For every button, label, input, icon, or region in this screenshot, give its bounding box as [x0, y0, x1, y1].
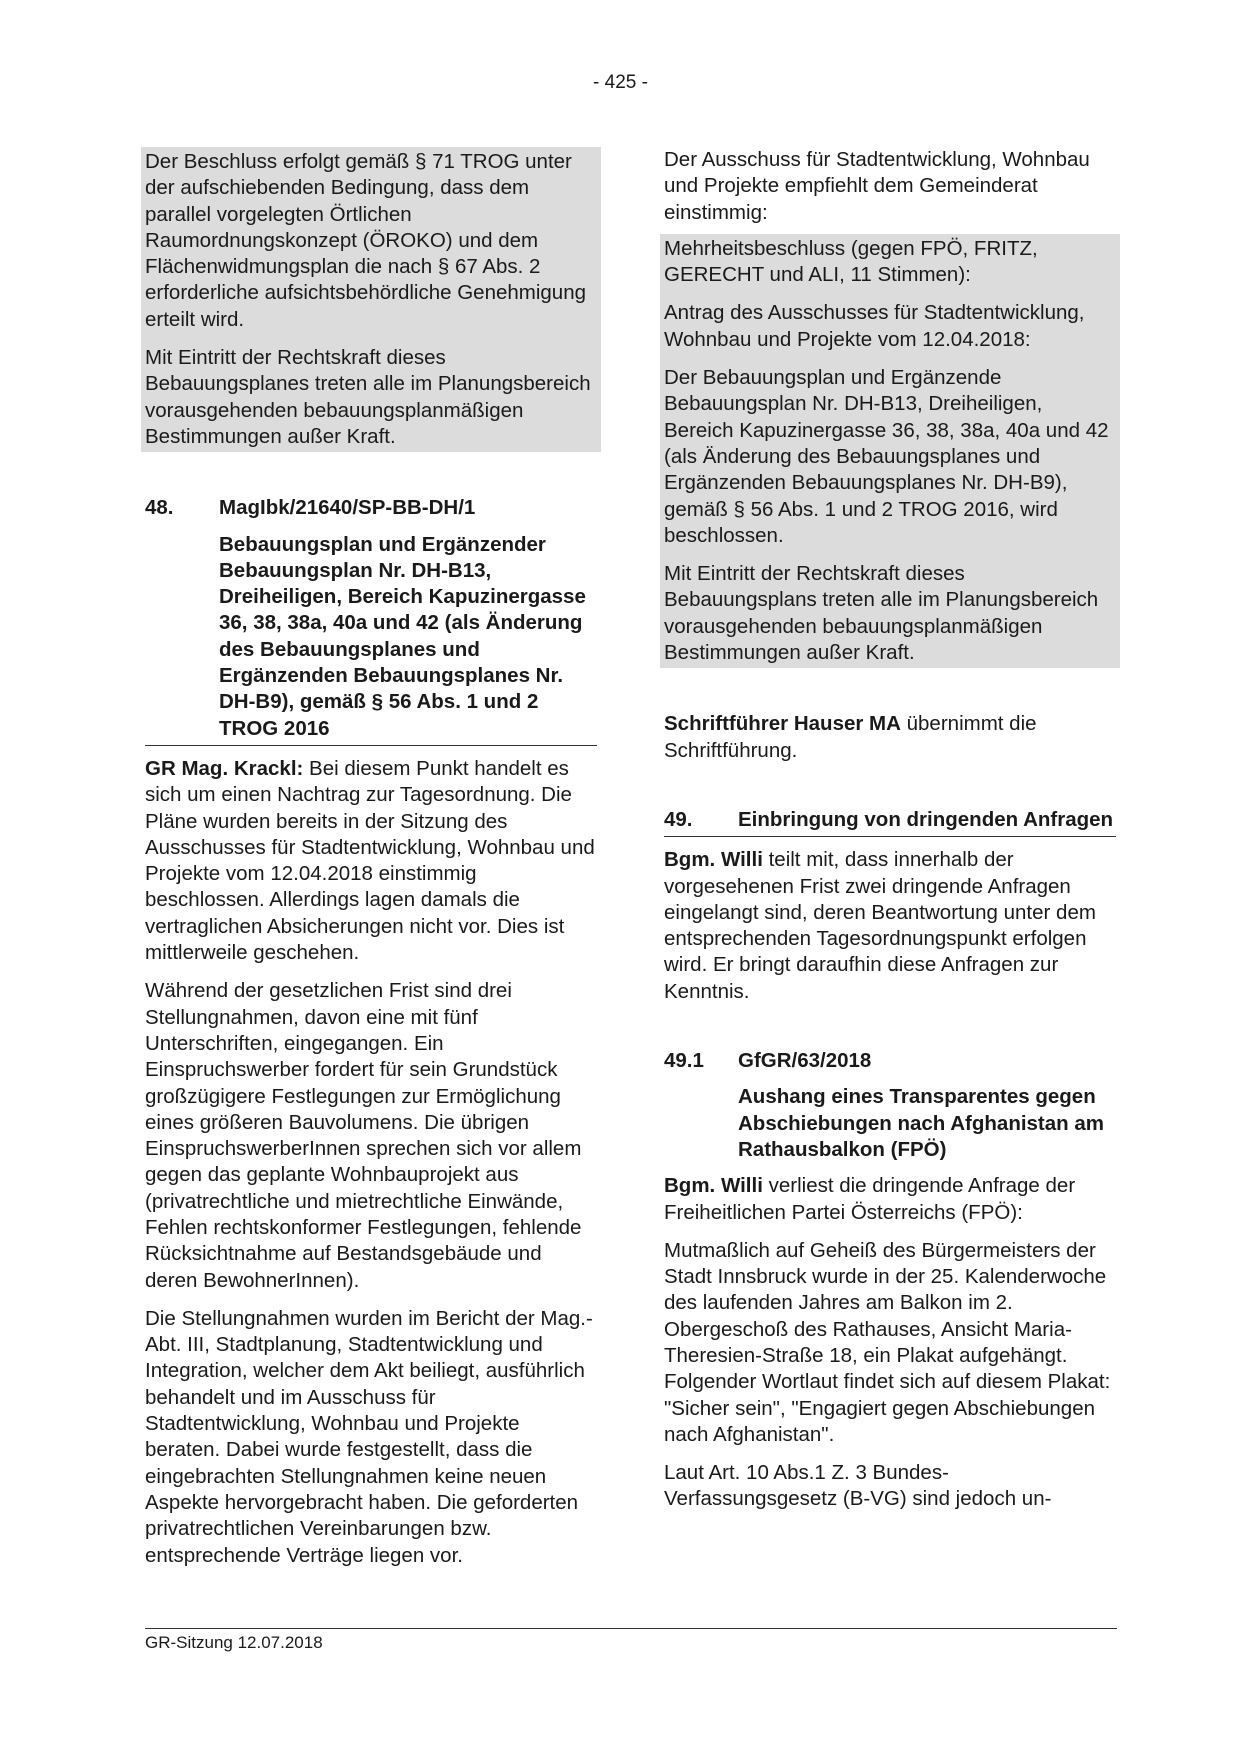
agenda-item-49-1 [664, 1048, 1116, 1163]
speaker-name: GR Mag. Krackl: [145, 756, 304, 780]
right-column [664, 147, 1116, 1525]
resolution-text: Mehrheitsbeschluss (gegen FPÖ, FRITZ, GERECHT und ALI, 11 Stimmen): [664, 236, 1038, 287]
body-paragraph: Während der gesetzlichen Frist sind drei Stellungnahmen, davon eine mit fünf Unterschriften, eingegangen. Ein Einspruchswerber fordert für sein Grundstück großzügigere Festlegungen zur Ermöglichung eines größeren Bauvolumens. Die übrigen EinspruchswerberInnen sprechen sich vor allem gegen das geplante Wohnbauprojekt aus (privatrechtliche und mietrechtliche Einwände, Fehlen rechtskonformer Festlegungen, fehlende Rücksichtnahme auf Bestandsgebäude und deren BewohnerInnen). [145, 979, 582, 1292]
speaker-name: Bgm. Willi [664, 848, 763, 872]
agenda-item-49 [664, 807, 1116, 837]
agenda-number: 49. [664, 807, 693, 831]
speaker-name: Bgm. Willi [664, 1174, 763, 1198]
body-paragraph: Laut Art. 10 Abs.1 Z. 3 Bundes-Verfassungsgesetz (B-VG) sind jedoch un- [664, 1461, 1052, 1511]
agenda-title: Bebauungsplan und Ergänzender Bebauungsplan Nr. DH-B13, Dreiheiligen, Bereich Kapuzinergasse 36, 38, 38a, 40a und 42 (als Änderung des Bebauungsplanes und Ergänzenden Bebauungsplanes Nr. DH-B9), gemäß § 56 Abs. 1 und 2 TROG 2016 [219, 532, 586, 740]
resolution-box [660, 234, 1120, 668]
resolution-text: Mit Eintritt der Rechtskraft dieses Bebauungsplanes treten alle im Planungsbereich vorausgehenden bebauungsplanmäßigen Bestimmungen außer Kraft. [145, 346, 591, 448]
speech-paragraph: Bgm. Willi verliest die dringende Anfrage der Freiheitlichen Partei Österreichs (FPÖ): [664, 1174, 1076, 1224]
resolution-box [141, 147, 601, 452]
body-paragraph: Die Stellungnahmen wurden im Bericht der Mag.-Abt. III, Stadtplanung, Stadtentwicklung und Integration, welcher dem Akt beiliegt, ausführlich behandelt und im Ausschuss für Stadtentwicklung, Wohnbau und Projekte beraten. Dabei wurde festgestellt, dass die eingebrachten Stellungnahmen keine neuen Aspekte hervorgebracht haben. Die geforderten privatrechtlichen Vereinbarungen bzw. entsprechende Verträge liegen vor. [145, 1306, 593, 1567]
agenda-code: GfGR/63/2018 [738, 1049, 872, 1073]
agenda-code: MagIbk/21640/SP-BB-DH/1 [219, 496, 476, 520]
agenda-title: Einbringung von dringenden Anfragen [738, 807, 1114, 831]
agenda-number: 48. [145, 496, 174, 520]
speech-paragraph: GR Mag. Krackl: Bei diesem Punkt handelt es sich um einen Nachtrag zur Tagesordnung. Die Pläne wurden bereits in der Sitzung des Ausschusses für Stadtentwicklung, Wohnbau und Projekte vom 12.04.2018 einstimmig beschlossen. Allerdings lagen damals die vertraglichen Absicherungen nicht vor. Dies ist mittlerweile geschehen. [145, 756, 595, 965]
footer-text: GR-Sitzung 12.07.2018 [145, 1633, 323, 1652]
agenda-number: 49.1 [664, 1049, 704, 1073]
body-paragraph: Mutmaßlich auf Geheiß des Bürgermeisters der Stadt Innsbruck wurde in der 25. Kalenderwoche des laufenden Jahres am Balkon im 2. Obergeschoß des Rathauses, Ansicht Maria-Theresien-Straße 18, ein Plakat aufgehängt. Folgender Wortlaut findet sich auf diesem Plakat: "Sicher sein", "Engagiert gegen Abschiebungen nach Afghanistan". [664, 1238, 1111, 1446]
resolution-text: Antrag des Ausschusses für Stadtentwicklung, Wohnbau und Projekte vom 12.04.2018: [664, 301, 1085, 351]
resolution-text: Der Bebauungsplan und Ergänzende Bebauungsplan Nr. DH-B13, Dreiheiligen, Bereich Kapuzinergasse 36, 38, 38a, 40a und 42 (als Änderung des Bebauungsplanes und Ergänzenden Bebauungsplanes Nr. DH-B9), gemäß § 56 Abs. 1 und 2 TROG 2016, wird beschlossen. [664, 366, 1109, 547]
page-number: - 425 - [593, 72, 648, 93]
agenda-title: Aushang eines Transparentes gegen Abschiebungen nach Afghanistan am Rathausbalkon (FPÖ) [738, 1085, 1105, 1161]
resolution-text: Der Beschluss erfolgt gemäß § 71 TROG unter der aufschiebenden Bedingung, dass dem parallel vorgelegten Örtlichen Raumordnungskonzept (ÖROKO) und dem Flächenwidmungsplan die nach § 67 Abs. 2 erforderliche aufsichtsbehördliche Genehmigung erteilt wird. [145, 150, 587, 331]
resolution-text: Mit Eintritt der Rechtskraft dieses Bebauungsplans treten alle im Planungsbereich vorausgehenden bebauungsplanmäßigen Bestimmungen außer Kraft. [664, 562, 1099, 665]
secretary-note: Schriftführer Hauser MA übernimmt die Schriftführung. [664, 712, 1037, 762]
committee-intro: Der Ausschuss für Stadtentwicklung, Wohnbau und Projekte empfiehlt dem Gemeinderat einstimmig: [664, 148, 1090, 224]
speech-paragraph: Bgm. Willi teilt mit, dass innerhalb der vorgesehenen Frist zwei dringende Anfragen eingelangt sind, deren Beantwortung unter dem entsprechenden Tagesordnungspunkt erfolgen wird. Er bringt daraufhin diese Anfragen zur Kenntnis. [664, 848, 1096, 1003]
footer-divider [145, 1628, 1117, 1629]
left-column [145, 147, 597, 1581]
agenda-item-48 [145, 495, 597, 746]
